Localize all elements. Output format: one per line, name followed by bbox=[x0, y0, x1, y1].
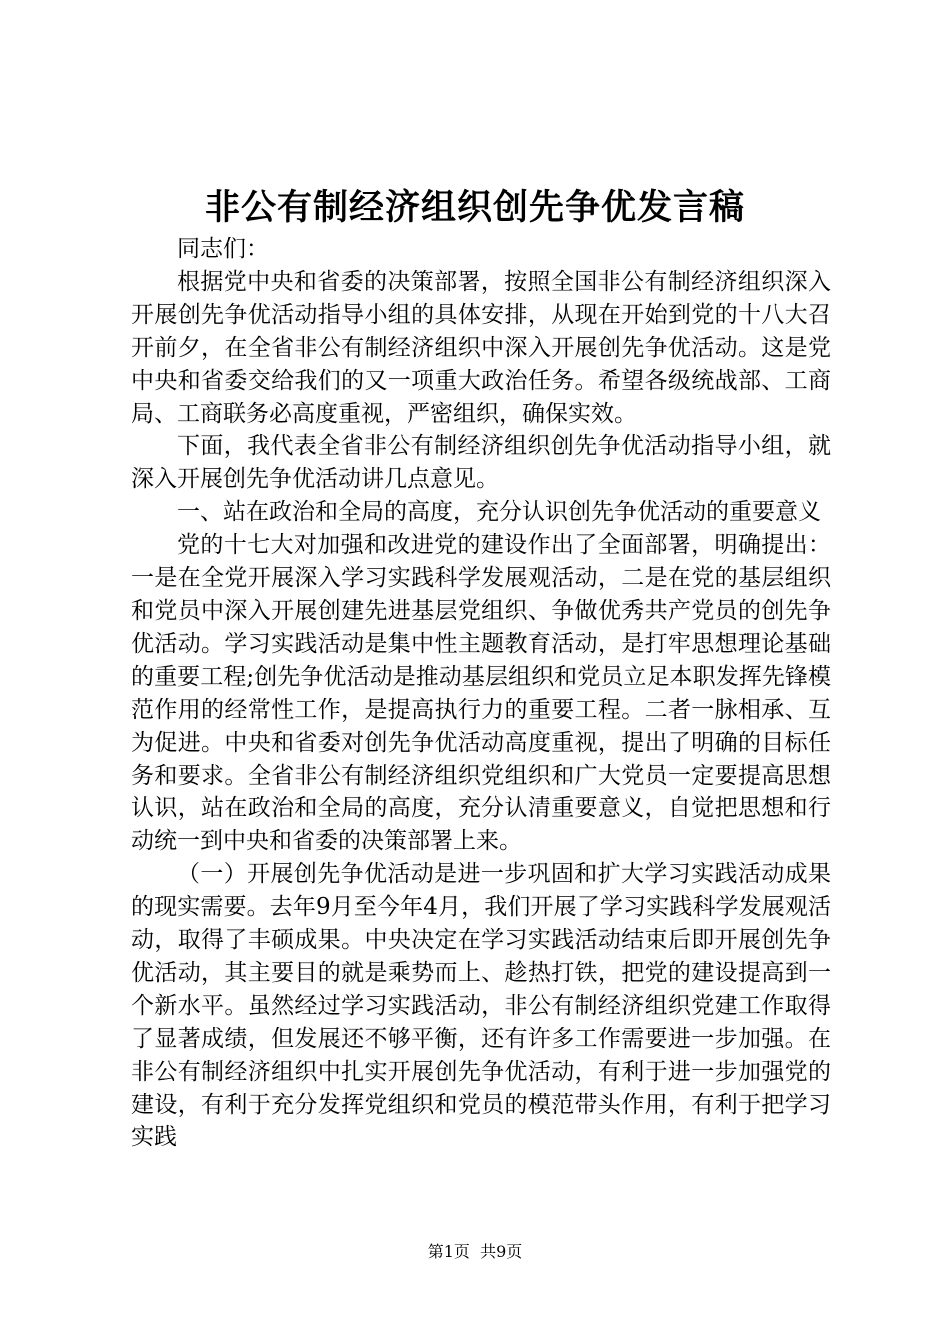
document-body bbox=[131, 233, 831, 1154]
intro-paragraph: 根据党中央和省委的决策部署，按照全国非公有制经济组织深入开展创先争优活动指导小组的具体安排，从现在开始到党的十八大召开前夕，在全省非公有制经济组织中深入开展创先争优活动。这是党中央和省委交给我们的又一项重大政治任务。希望各级统战部、工商局、工商联务必高度重视，严密组织，确保实效。 bbox=[131, 268, 831, 427]
section-heading: 一、站在政治和全局的高度，充分认识创先争优活动的重要意义 bbox=[177, 499, 821, 526]
page-number-label: 第1页 共9页 bbox=[427, 1242, 523, 1261]
body-paragraph: 党的十七大对加强和改进党的建设作出了全面部署，明确提出：一是在全党开展深入学习实践科学发展观活动，二是在党的基层组织和党员中深入开展创建先进基层党组织、争做优秀共产党员的创先争优活动。学习实践活动是集中性主题教育活动，是打牢思想理论基础的重要工程;创先争优活动是推动基层组织和党员立足本职发挥先锋模范作用的经常性工作，是提高执行力的重要工程。二者一脉相承、互为促进。中央和省委对创先争优活动高度重视，提出了明确的目标任务和要求。全省非公有制经济组织党组织和广大党员一定要提高思想认识，站在政治和全局的高度，充分认清重要意义，自觉把思想和行动统一到中央和省委的决策部署上来。 bbox=[131, 532, 831, 855]
page-footer bbox=[0, 1240, 950, 1264]
body-paragraph: 下面，我代表全省非公有制经济组织创先争优活动指导小组，就深入开展创先争优活动讲几点意见。 bbox=[131, 433, 831, 493]
document-title: 非公有制经济组织创先争优发言稿 bbox=[204, 188, 745, 228]
body-paragraph: （一）开展创先争优活动是进一步巩固和扩大学习实践活动成果的现实需要。去年9月至今年4月，我们开展了学习实践科学发展观活动，取得了丰硕成果。中央决定在学习实践活动结束后即开展创先争优活动，其主要目的就是乘势而上、趁热打铁，把党的建设提高到一个新水平。虽然经过学习实践活动，非公有制经济组织党建工作取得了显著成绩，但发展还不够平衡，还有许多工作需要进一步加强。在非公有制经济组织中扎实开展创先争优活动，有利于进一步加强党的建设，有利于充分发挥党组织和党员的模范带头作用，有利于把学习实践 bbox=[131, 861, 831, 1151]
salutation-paragraph: 同志们： bbox=[177, 236, 269, 262]
